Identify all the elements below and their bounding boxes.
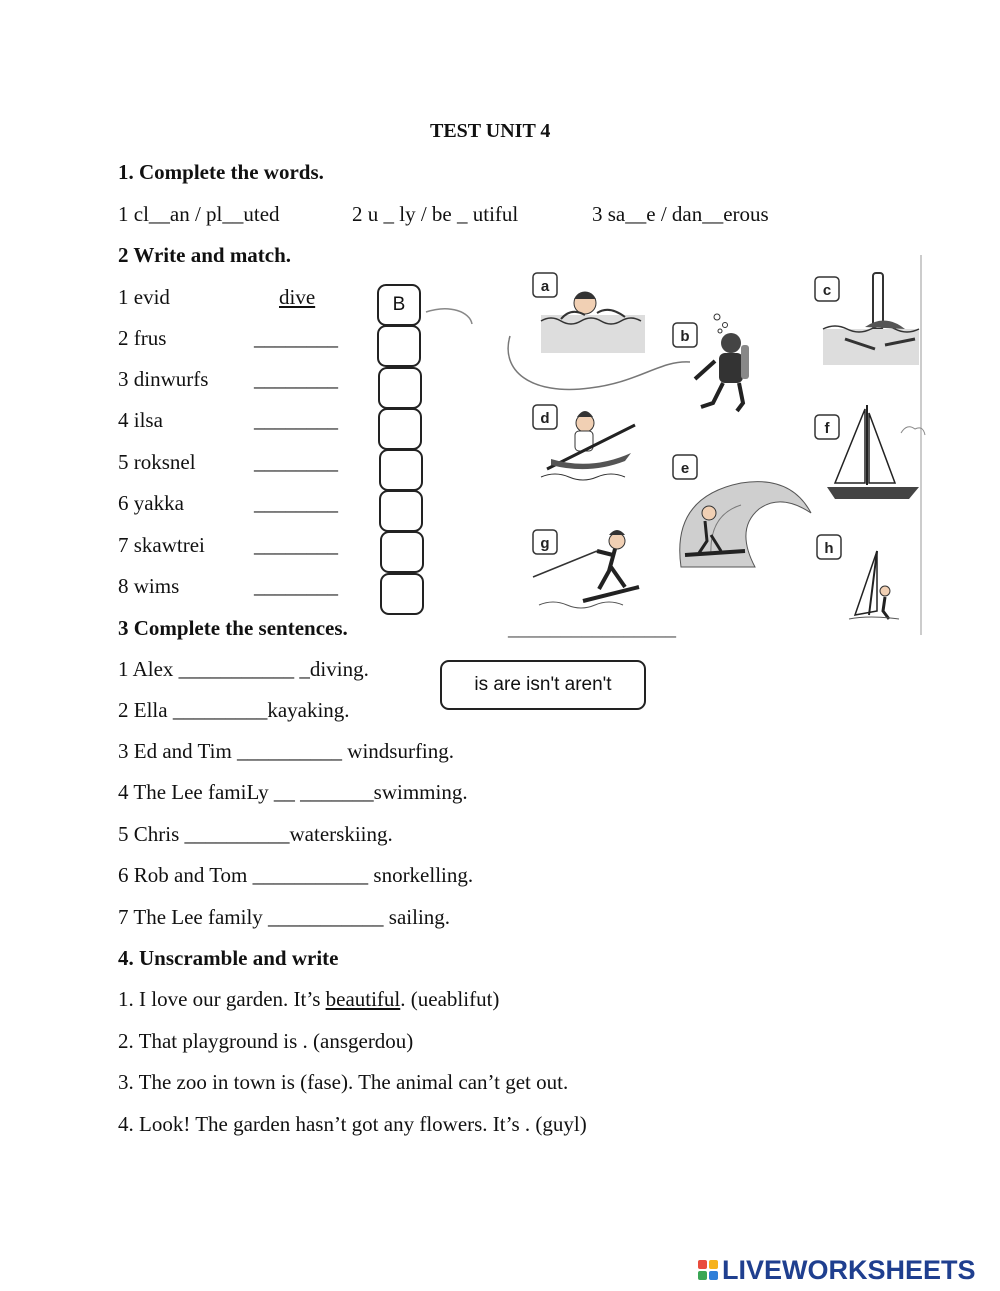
- scrambled-word-1: 1 evid: [118, 285, 170, 309]
- picture-windsurfing: [817, 535, 899, 619]
- logo-block: [698, 1271, 707, 1280]
- unscramble-3[interactable]: 3. The zoo in town is (fase). The animal can’t get out.: [118, 1070, 569, 1094]
- match-box-7[interactable]: [380, 531, 424, 573]
- section4-heading: 4. Unscramble and write: [118, 946, 339, 970]
- section3-heading: 3 Complete the sentences.: [118, 616, 348, 640]
- sentence-4[interactable]: 4 The Lee famiLy __ _______swimming.: [118, 780, 468, 804]
- scrambled-word-6: 6 yakka: [118, 491, 184, 515]
- picture-diving: [673, 314, 749, 411]
- picture-label-d: d: [540, 410, 550, 427]
- scrambled-word-8: 8 wims: [118, 574, 180, 598]
- section1-item-3: 3 sa__e / dan__erous: [592, 202, 769, 226]
- word-bank: is are isn't aren't: [440, 660, 646, 710]
- unscramble-1-answer[interactable]: beautiful: [325, 987, 401, 1011]
- picture-label-a: a: [540, 278, 550, 295]
- scrambled-word-5: 5 roksnel: [118, 450, 196, 474]
- scrambled-word-2: 2 frus: [118, 326, 167, 350]
- logo-block: [709, 1260, 718, 1269]
- unscramble-1-after: . (ueablifut): [400, 987, 500, 1011]
- sports-pictures: [505, 255, 930, 640]
- picture-label-h: h: [824, 540, 834, 557]
- unscramble-2[interactable]: 2. That playground is . (ansgerdou): [118, 1029, 414, 1053]
- answer-field-3[interactable]: ________: [254, 367, 338, 391]
- picture-label-b: b: [680, 328, 690, 345]
- match-box-8[interactable]: [380, 573, 424, 615]
- match-box-2[interactable]: [377, 325, 421, 367]
- page-title: TEST UNIT 4: [430, 120, 551, 142]
- scrambled-word-4: 4 ilsa: [118, 408, 163, 432]
- answer-field-4[interactable]: ________: [254, 408, 338, 432]
- sentence-3[interactable]: 3 Ed and Tim __________ windsurfing.: [118, 739, 455, 763]
- answer-field-7[interactable]: ________: [254, 533, 338, 557]
- sentence-1[interactable]: 1 Alex ___________ _diving.: [118, 657, 369, 681]
- unscramble-1-before: 1. I love our garden. It’s: [118, 987, 326, 1011]
- liveworksheets-logo: [698, 1255, 976, 1285]
- match-box-6[interactable]: [379, 490, 423, 532]
- logo-block: [698, 1260, 707, 1269]
- answer-field-2[interactable]: ________: [254, 326, 338, 350]
- unscramble-4[interactable]: 4. Look! The garden hasn’t got any flowers. It’s . (guyl): [118, 1112, 587, 1136]
- sentence-2[interactable]: 2 Ella _________kayaking.: [118, 698, 350, 722]
- answer-field-8[interactable]: ________: [254, 574, 338, 598]
- picture-underline: ________________: [508, 616, 676, 640]
- answer-field-5[interactable]: ________: [254, 450, 338, 474]
- match-box-5[interactable]: [379, 449, 423, 491]
- picture-label-e: e: [680, 460, 690, 477]
- picture-label-g: g: [540, 535, 550, 552]
- section1-heading: 1. Complete the words.: [118, 160, 324, 184]
- match-box-1[interactable]: B: [377, 284, 421, 326]
- picture-kayaking: [533, 405, 635, 480]
- picture-label-c: c: [822, 282, 832, 299]
- picture-wave-surfing: [673, 455, 811, 567]
- answer-field-1[interactable]: dive: [279, 285, 316, 309]
- picture-snorkelling: [815, 273, 919, 365]
- sentence-7[interactable]: 7 The Lee family ___________ sailing.: [118, 905, 451, 929]
- section2-heading: 2 Write and match.: [118, 243, 292, 267]
- logo-block: [709, 1271, 718, 1280]
- match-box-4[interactable]: [378, 408, 422, 450]
- picture-swimming: [533, 273, 645, 353]
- scrambled-word-3: 3 dinwurfs: [118, 367, 209, 391]
- answer-field-6[interactable]: ________: [254, 491, 338, 515]
- logo-blocks-icon: [698, 1260, 718, 1280]
- picture-waterskiing: [533, 530, 639, 608]
- section1-item-1: 1 cl__an / pl__uted: [118, 202, 280, 226]
- match-box-3[interactable]: [378, 367, 422, 409]
- picture-sailing: [815, 405, 925, 499]
- picture-label-f: f: [824, 420, 830, 437]
- sentence-6[interactable]: 6 Rob and Tom ___________ snorkelling.: [118, 863, 474, 887]
- section1-item-2: 2 u _ ly / be _ utiful: [352, 202, 519, 226]
- scrambled-word-7: 7 skawtrei: [118, 533, 205, 557]
- sentence-5[interactable]: 5 Chris __________waterskiing.: [118, 822, 393, 846]
- logo-text: LIVEWORKSHEETS: [722, 1254, 976, 1285]
- unscramble-1: [118, 987, 499, 1011]
